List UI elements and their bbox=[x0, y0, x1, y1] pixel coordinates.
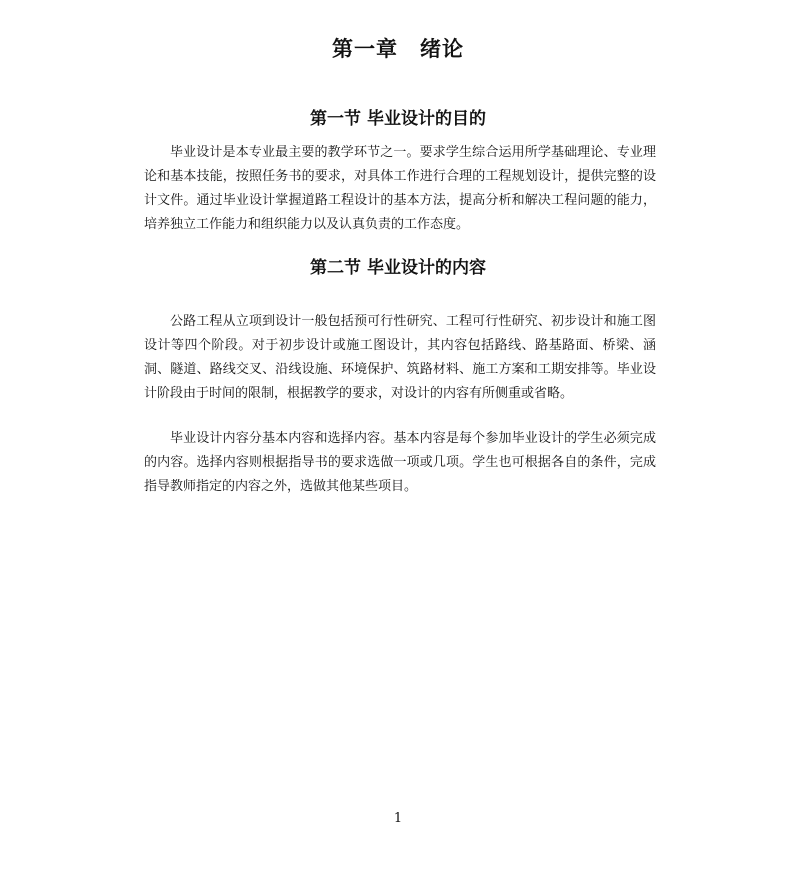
section-1-title: 第一节 毕业设计的目的 bbox=[310, 109, 486, 129]
section-1-paragraph-1: 毕业设计是本专业最主要的教学环节之一。要求学生综合运用所学基础理论、专业理论和基本技能，按照任务书的要求，对具体工作进行合理的工程规划设计，提供完整的设计文件。通过毕业设计掌握道路工程设计的基本方法，提高分析和解决工程问题的能力，培养独立工作能力和组织能力以及认真负责的工作态度。 bbox=[144, 145, 656, 232]
section-2-paragraph-1: 公路工程从立项到设计一般包括预可行性研究、工程可行性研究、初步设计和施工图设计等四个阶段。对于初步设计或施工图设计，其内容包括路线、路基路面、桥梁、涵洞、隧道、路线交叉、沿线设施、环境保护、筑路材料、施工方案和工期安排等。毕业设计阶段由于时间的限制，根据教学的要求，对设计的内容有所侧重或省略。 bbox=[144, 314, 656, 401]
section-2-title: 第二节 毕业设计的内容 bbox=[310, 258, 486, 278]
page-number: 1 bbox=[393, 811, 403, 826]
section-2-paragraph-2: 毕业设计内容分基本内容和选择内容。基本内容是每个参加毕业设计的学生必须完成的内容。选择内容则根据指导书的要求选做一项或几项。学生也可根据各自的条件，完成指导教师指定的内容之外，选做其他某些项目。 bbox=[144, 431, 656, 494]
chapter-title: 第一章 绪论 bbox=[332, 37, 464, 61]
